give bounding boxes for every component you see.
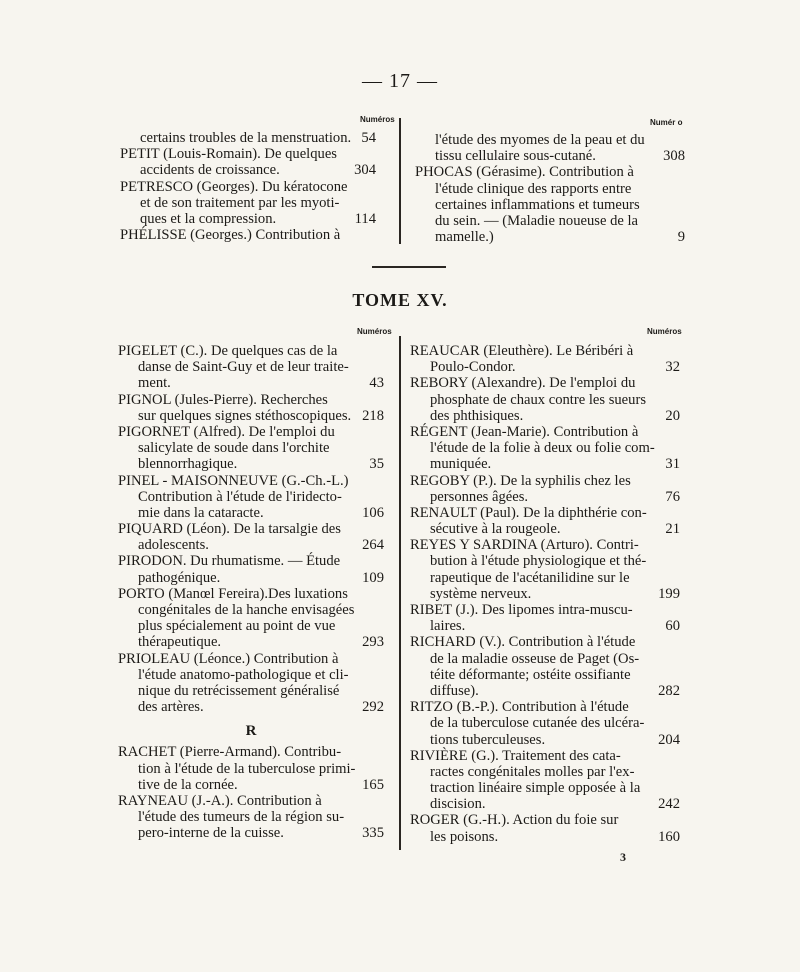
entry-line: mie dans la cataracte. (138, 504, 264, 521)
entry-line: l'étude des tumeurs de la région su- (138, 809, 345, 826)
entry-line: PIGNOL (Jules-Pierre). Recherches (118, 391, 328, 408)
entry-line: ques et la compression. (140, 210, 277, 227)
entry-number: 165 (362, 776, 384, 793)
entry-number: 21 (665, 521, 680, 538)
entry-number: 76 (665, 488, 680, 505)
entry-line: RIBET (J.). Des lipomes intra-muscu- (410, 602, 633, 618)
entry-line: l'étude anatomo-pathologique et cli- (138, 666, 349, 683)
entry-number: 114 (354, 210, 376, 227)
index-entry (118, 651, 384, 716)
entry-number: 304 (354, 162, 376, 179)
entry-number: 335 (362, 825, 384, 842)
index-entry (415, 164, 685, 245)
numeros-header-right: Numéros (647, 327, 682, 336)
entry-line: Contribution à l'étude de l'iridecto- (138, 488, 342, 505)
entry-line: traction linéaire simple opposée à la (430, 780, 641, 797)
entry-line: RENAULT (Paul). De la diphthérie con- (410, 504, 647, 521)
entry-number: 54 (361, 130, 376, 146)
entry-line: tion à l'étude de la tuberculose primi- (138, 760, 356, 777)
entry-line: tions tuberculeuses. (430, 731, 546, 748)
entry-line: plus spécialement au point de vue (138, 618, 336, 635)
entry-line: tive de la cornée. (138, 776, 238, 793)
entry-line: laires. (430, 618, 466, 635)
entry-line: Poulo-Condor. (430, 359, 516, 376)
entry-line: de la tuberculose cutanée des ulcéra- (430, 715, 645, 732)
index-entry (118, 744, 384, 793)
entry-line: l'étude clinique des rapports entre (435, 180, 632, 197)
entry-line: congénitales de la hanche envisagées (138, 602, 355, 618)
index-entry (410, 375, 680, 424)
entry-number: 204 (658, 731, 680, 748)
entry-line: l'étude de la folie à deux ou folie com- (430, 440, 655, 457)
entry-line: PHÉLISSE (Georges.) Contribution à (120, 227, 341, 244)
column-divider-main (399, 336, 401, 850)
entry-line: ractes congénitales molles par l'ex- (430, 763, 635, 780)
entry-line: RITZO (B.-P.). Contribution à l'étude (410, 699, 629, 716)
index-entry (118, 521, 384, 553)
entry-line: système nerveux. (430, 585, 532, 602)
entry-line: PRIOLEAU (Léonce.) Contribution à (118, 650, 339, 667)
entry-line: REYES Y SARDINA (Arturo). Contri- (410, 537, 639, 554)
entry-number: 31 (665, 456, 680, 473)
entry-line: certaines inflammations et tumeurs (435, 196, 640, 213)
entry-number: 199 (658, 585, 680, 602)
index-entry (410, 473, 680, 505)
top-left-column (120, 130, 376, 243)
index-entry (415, 132, 685, 164)
entry-line: REGOBY (P.). De la syphilis chez les (410, 472, 631, 489)
index-entry (118, 586, 384, 651)
index-entry (410, 602, 680, 634)
entry-line: tissu cellulaire sous-cutané. (435, 148, 596, 165)
entry-line: de la maladie osseuse de Paget (Os- (430, 650, 640, 667)
entry-line: ment. (138, 375, 171, 392)
index-entry (410, 748, 680, 813)
entry-number: 109 (362, 569, 384, 586)
entry-number: 9 (677, 229, 685, 246)
entry-line: PETRESCO (Georges). Du kératocone (120, 178, 348, 195)
entry-line: RICHARD (V.). Contribution à l'étude (410, 634, 636, 651)
entry-number: 218 (362, 407, 384, 424)
page-number: — 17 — (362, 70, 438, 92)
left-column-r-entries (118, 744, 384, 841)
entry-line: RÉGENT (Jean-Marie). Contribution à (410, 423, 639, 440)
index-entry (410, 634, 680, 699)
entry-line: accidents de croissance. (140, 162, 280, 179)
section-letter-r: R (245, 723, 257, 740)
entry-line: des artères. (138, 699, 204, 716)
entry-line: personnes âgées. (430, 488, 529, 505)
entry-line: adolescents. (138, 537, 209, 554)
index-entry (410, 424, 680, 473)
numeros-header-left: Numéros (357, 327, 392, 336)
entry-number: 242 (658, 796, 680, 813)
entry-line: ROGER (G.-H.). Action du foie sur (410, 812, 619, 829)
entry-line: certains troubles de la menstruation. (140, 130, 352, 146)
entry-line: les poisons. (430, 828, 499, 845)
entry-line: sur quelques signes stéthoscopiques. (138, 407, 352, 424)
entry-line: RACHET (Pierre-Armand). Contribu- (118, 744, 342, 761)
index-entry (118, 424, 384, 473)
entry-number: 264 (362, 537, 384, 554)
signature-mark: 3 (620, 850, 626, 864)
entry-number: 293 (362, 634, 384, 651)
entry-line: mamelle.) (435, 229, 494, 246)
entry-line: danse de Saint-Guy et de leur traite- (138, 359, 349, 376)
entry-number: 308 (663, 148, 685, 165)
entry-line: muniquée. (430, 456, 492, 473)
entry-number: 43 (369, 375, 384, 392)
entry-number: 60 (665, 618, 680, 635)
entry-line: PHOCAS (Gérasime). Contribution à (415, 164, 634, 181)
entry-line: PORTO (Manœl Fereira).Des luxations (118, 585, 348, 602)
entry-line: des phthisiques. (430, 407, 524, 424)
entry-line: et de son traitement par les myoti- (140, 194, 340, 211)
entry-line: PETIT (Louis-Romain). De quelques (120, 146, 337, 163)
entry-line: diffuse). (430, 682, 479, 699)
entry-line: salicylate de soude dans l'orchite (138, 440, 330, 457)
entry-line: l'étude des myomes de la peau et du (435, 132, 645, 148)
index-entry (410, 699, 680, 748)
entry-line: nique du retrécissement généralisé (138, 682, 340, 699)
entry-line: phosphate de chaux contre les sueurs (430, 391, 646, 408)
entry-line: sécutive à la rougeole. (430, 521, 561, 538)
entry-line: discision. (430, 796, 486, 813)
index-entry (120, 130, 376, 146)
entry-line: REAUCAR (Eleuthère). Le Béribéri à (410, 343, 634, 359)
left-column (118, 343, 384, 841)
entry-line: RAYNEAU (J.-A.). Contribution à (118, 792, 322, 809)
entry-line: PIQUARD (Léon). De la tarsalgie des (118, 521, 341, 538)
index-entry (118, 343, 384, 392)
index-entry (410, 343, 680, 375)
left-column-p-entries (118, 343, 384, 715)
index-entry (120, 146, 376, 178)
top-right-column (415, 132, 685, 245)
entry-line: blennorrhagique. (138, 456, 238, 473)
entry-line: PINEL - MAISONNEUVE (G.-Ch.-L.) (118, 472, 349, 489)
index-entry (118, 553, 384, 585)
entry-number: 292 (362, 699, 384, 716)
index-entry (410, 537, 680, 602)
section-separator-rule (372, 266, 446, 268)
entry-number: 106 (362, 504, 384, 521)
index-entry (120, 179, 376, 228)
entry-line: téite déformante; ostéite ossifiante (430, 666, 631, 683)
entry-number: 282 (658, 682, 680, 699)
index-entry (118, 793, 384, 842)
entry-number: 160 (658, 828, 680, 845)
entry-line: PIRODON. Du rhumatisme. — Étude (118, 553, 341, 570)
index-entry (120, 227, 376, 243)
entry-line: pathogénique. (138, 569, 221, 586)
tome-heading: TOME XV. (352, 290, 448, 310)
entry-number: 35 (369, 456, 384, 473)
entry-line: pero-interne de la cuisse. (138, 825, 284, 842)
right-column (410, 343, 680, 845)
entry-line: RIVIÈRE (G.). Traitement des cata- (410, 747, 621, 764)
numeros-header-top-left: Numéros (360, 115, 395, 124)
entry-line: PIGORNET (Alfred). De l'emploi du (118, 423, 335, 440)
entry-number: 32 (665, 359, 680, 376)
entry-line: bution à l'étude physiologique et thé- (430, 553, 647, 570)
entry-line: thérapeutique. (138, 634, 222, 651)
entry-line: du sein. — (Maladie noueuse de la (435, 212, 639, 229)
entry-line: PIGELET (C.). De quelques cas de la (118, 343, 338, 359)
index-entry (410, 812, 680, 844)
column-divider-top (399, 118, 401, 244)
index-entry (118, 392, 384, 424)
index-entry (118, 473, 384, 522)
index-entry (410, 505, 680, 537)
numeros-header-top-right: Numér o (650, 118, 683, 127)
entry-line: REBORY (Alexandre). De l'emploi du (410, 375, 636, 392)
entry-number: 20 (665, 407, 680, 424)
entry-line: rapeutique de l'acétanilidine sur le (430, 569, 630, 586)
